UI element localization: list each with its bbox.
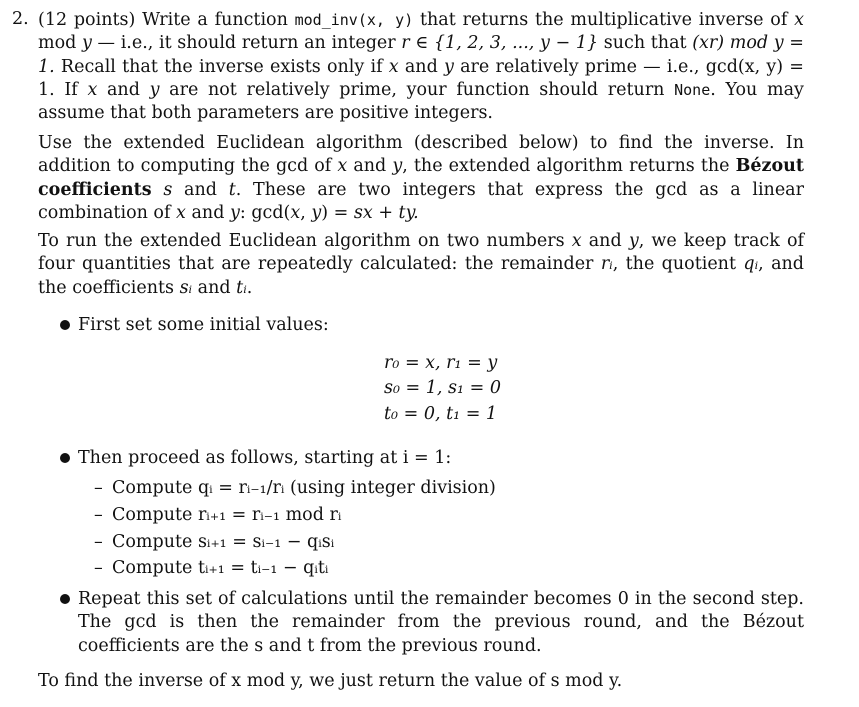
step-s-coefficient: Compute sᵢ₊₁ = sᵢ₋₁ − qᵢsᵢ — [112, 532, 335, 552]
final-instruction: To find the inverse of x mod y, we just return the value of s mod y. — [38, 671, 623, 691]
bullet-dot — [60, 453, 70, 463]
bullet-initial-values: First set some initial values: — [78, 315, 329, 335]
bullet-dot — [60, 594, 70, 604]
bullet-proceed: Then proceed as follows, starting at i = 1: — [78, 448, 452, 468]
step-remainder: Compute rᵢ₊₁ = rᵢ₋₁ mod rᵢ — [112, 505, 342, 525]
function-signature: mod_inv(x, y) — [294, 11, 414, 29]
step-t-coefficient: Compute tᵢ₊₁ = tᵢ₋₁ − qᵢtᵢ — [112, 558, 329, 578]
dash-marker: – — [94, 532, 103, 552]
dash-marker: – — [94, 558, 103, 578]
bullet-repeat: Repeat this set of calculations until the remainder becomes 0 in the second step. The gcd is then the remainder from the previous round, and the Bézout coefficients are the s and t from the previous round. — [78, 589, 804, 656]
equation-t: t₀ = 0, t₁ = 1 — [384, 404, 498, 424]
tracking-description: To run the extended Euclidean algorithm on two numbers x and y, we keep track of four quantities that are repeatedly calculated: the remainder rᵢ, the quotient qᵢ, and the coefficients sᵢ and tᵢ. — [38, 231, 804, 298]
points: (12 points) — [38, 10, 136, 30]
dash-marker: – — [94, 505, 103, 525]
algorithm-description: Use the extended Euclidean algorithm (described below) to find the inverse. In addition to computing the gcd of x and y, the extended algorithm returns the Bézout coefficients s and t. These are two integers that express the gcd as a linear combination of x and y: gcd(x, y) = sx + ty. — [38, 133, 804, 223]
question-number: 2. — [12, 9, 29, 29]
question-intro: (12 points) Write a function mod_inv(x, y) that returns the multiplicative inverse of x mod y — i.e., it should return an integer r ∈ {1, 2, 3, ..., y − 1} such that (xr) mod y = 1. Recall that the inverse exists only if x and y are relatively prime — i.e., gcd(x, y) = 1. If x and y are not relatively prime, your function should return None. You may assume that both parameters are positive integers. — [38, 10, 804, 124]
dash-marker: – — [94, 478, 103, 498]
step-quotient: Compute qᵢ = rᵢ₋₁/rᵢ (using integer division) — [112, 478, 496, 498]
equation-r: r₀ = x, r₁ = y — [384, 353, 498, 373]
bullet-dot — [60, 320, 70, 330]
equation-s: s₀ = 1, s₁ = 0 — [384, 378, 501, 398]
bezout-term: Bézout coefficients — [38, 156, 804, 200]
none-keyword: None — [674, 80, 711, 99]
